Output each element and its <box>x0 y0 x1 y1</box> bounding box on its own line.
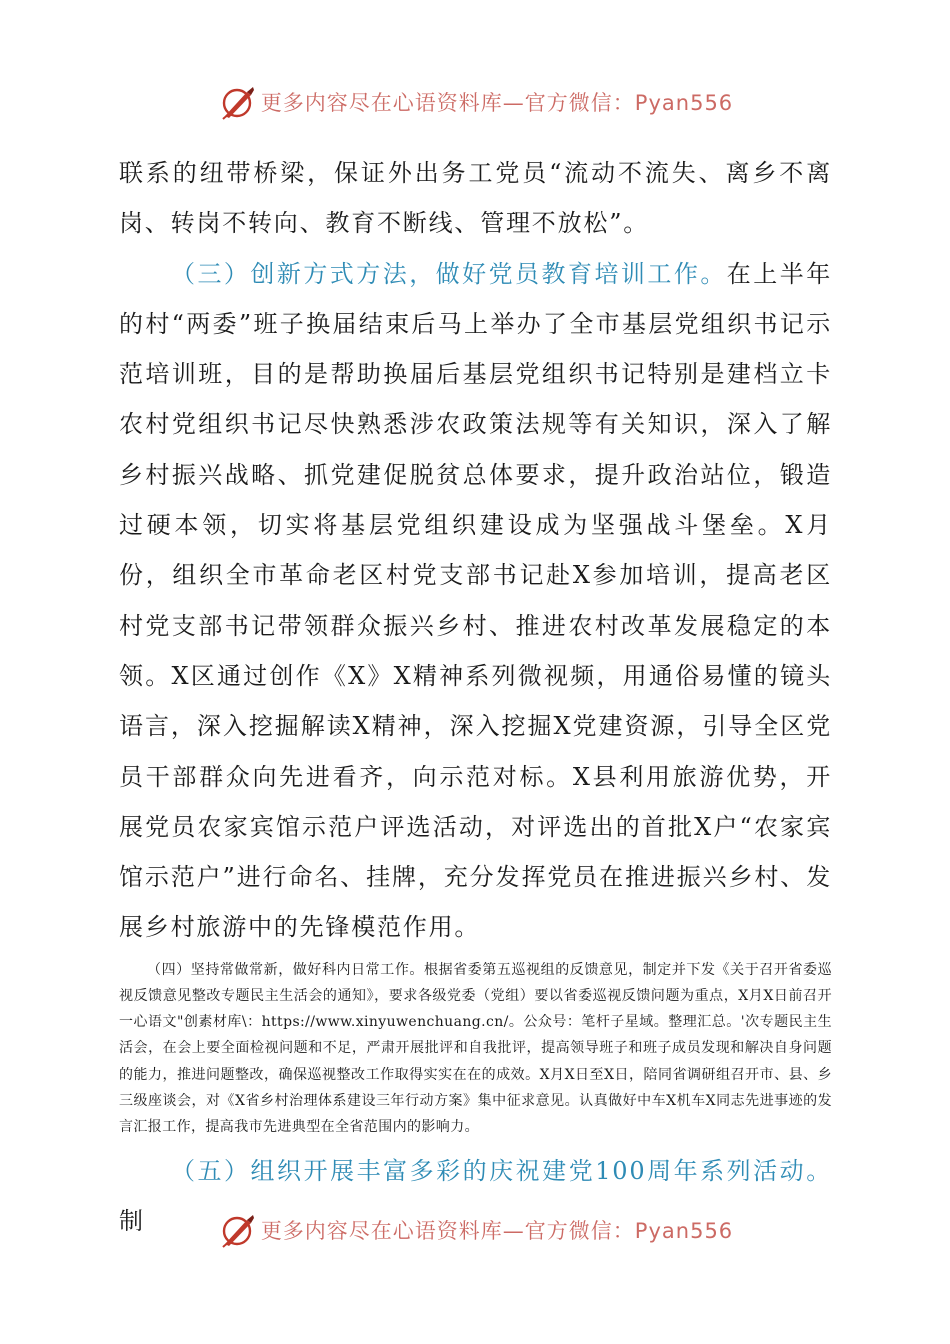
pen-logo-icon <box>217 82 257 122</box>
document-body <box>119 148 832 1247</box>
section-3-body: 在上半年的村“两委”班子换届结束后马上举办了全市基层党组织书记示范培训班，目的是帮助换届后基层党组织书记特别是建档立卡农村党组织书记尽快熟悉涉农政策法规等有关知识，深入了解乡村振兴战略、抓党建促脱贫总体要求，提升政治站位，锻造过硬本领，切实将基层党组织建设成为坚强战斗堡垒。X月份，组织全市革命老区村党支部书记赴X参加培训，提高老区村党支部书记带领群众振兴乡村、推进农村改革发展稳定的本领。X区通过创作《X》X精神系列微视频，用通俗易懂的镜头语言，深入挖掘解读X精神，深入挖掘X党建资源，引导全区党员干部群众向先进看齐，向示范对标。X县利用旅游优势，开展党员农家宾馆示范户评选活动，对评选出的首批X户“农家宾馆示范户”进行命名、挂牌，充分发挥党员在推进振兴乡村、发展乡村旅游中的先锋模范作用。 <box>119 259 832 942</box>
watermark-header <box>0 80 950 124</box>
paragraph-continuation: 联系的纽带桥梁，保证外出务工党员“流动不流失、离乡不离岗、转岗不转向、教育不断线、管理不放松”。 <box>119 159 832 238</box>
pen-logo-icon <box>217 1210 257 1250</box>
paragraph-section-3 <box>119 249 832 953</box>
section-3-heading: （三）创新方式方法，做好党员教育培训工作。 <box>171 259 727 288</box>
section-5-heading: （五）组织开展丰富多彩的庆祝建党100周年系列活动。 <box>171 1157 832 1186</box>
header-banner-text: 更多内容尽在心语资料库—官方微信：Pyan556 <box>260 91 734 115</box>
section-5-body: 制 <box>119 1207 145 1236</box>
watermark-footer <box>0 1208 950 1252</box>
paragraph-section-4: （四）坚持常做常新，做好科内日常工作。根据省委第五巡视组的反馈意见，制定并下发《关于召开省委巡视反馈意见整改专题民主生活会的通知》，要求各级党委（党组）要以省委巡视反馈问题为重点，X月X日前召开一心语文"创素材库\：https://www.xinyuwenchuang.cn/。公众号：笔杆子星域。整理汇总。'次专题民主生活会，在会上要全面检视问题和不足，严肃开展批评和自我批评，提高领导班子和班子成员发现和解决自身问题的能力，推进问题整改，确保巡视整改工作取得实实在在的成效。X月X日至X日，陪同省调研组召开市、县、乡三级座谈会，对《X省乡村治理体系建设三年行动方案》集中征求意见。认真做好中车X机车X同志先进事迹的发言汇报工作，提高我市先进典型在全省范围内的影响力。 <box>119 961 832 1135</box>
footer-banner-text: 更多内容尽在心语资料库—官方微信：Pyan556 <box>260 1219 734 1243</box>
